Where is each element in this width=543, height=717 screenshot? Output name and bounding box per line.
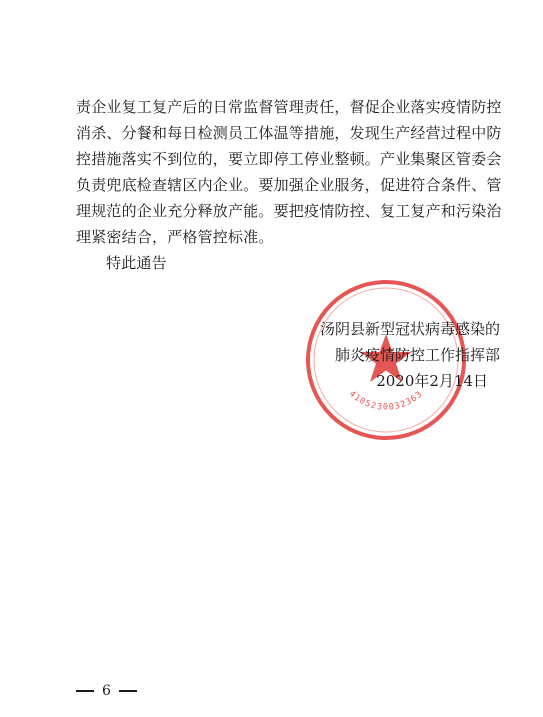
page-number: 6 xyxy=(102,683,111,699)
seal-serial: 4105230032363 xyxy=(346,389,426,413)
notice-body xyxy=(76,94,502,276)
issuer-name-line-2: 肺炎疫情防控工作指挥部 xyxy=(334,346,500,364)
signature-block xyxy=(300,316,500,394)
body-line-1: 责企业复工复产后的日常监督管理责任，督促企业落实疫情防控 xyxy=(76,98,502,116)
footer-dash-left xyxy=(76,690,94,692)
body-line-2: 消杀、分餐和每日检测员工体温等措施，发现生产经营过程中防 xyxy=(76,124,502,142)
body-line-3: 控措施落实不到位的，要立即停工停业整顿。产业集聚区管委会 xyxy=(76,150,502,168)
closing-phrase: 特此通告 xyxy=(106,254,167,272)
body-line-4: 负责兜底检查辖区内企业。要加强企业服务，促进符合条件、管 xyxy=(76,176,502,194)
body-line-5: 理规范的企业充分释放产能。要把疫情防控、复工复产和污染治 xyxy=(76,202,502,220)
body-line-6: 理紧密结合，严格管控标准。 xyxy=(76,228,274,246)
issuer-name-line-1: 汤阴县新型冠状病毒感染的 xyxy=(319,320,500,338)
footer-dash-right xyxy=(119,690,137,692)
issue-date: 2020年2月14日 xyxy=(376,372,488,390)
page-footer xyxy=(76,680,137,701)
